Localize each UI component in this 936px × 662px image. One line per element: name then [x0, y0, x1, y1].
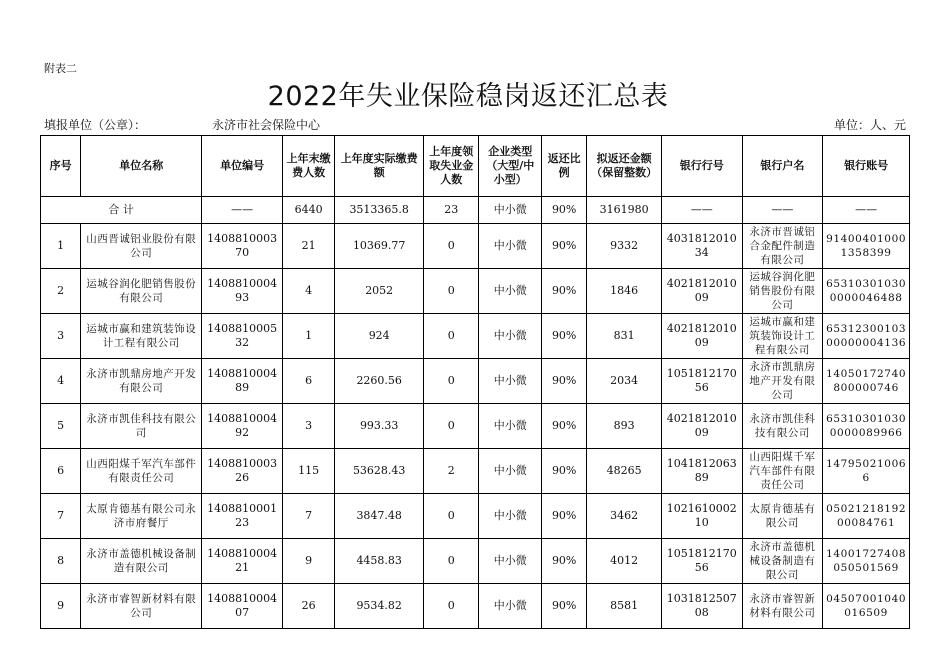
table-row	[41, 269, 910, 314]
cell-no: 2	[41, 269, 81, 314]
cell-refund-amount: 1846	[587, 269, 662, 314]
cell-paid-amount: 993.33	[335, 404, 424, 449]
cell-refund-amount: 48265	[587, 449, 662, 494]
cell-company-name: 运城市赢和建筑装饰设计工程有限公司	[81, 314, 202, 359]
summary-table	[40, 135, 910, 629]
table-row	[41, 224, 910, 269]
cell-unit-code: 140881000532	[202, 314, 283, 359]
total-refund: 3161980	[587, 197, 662, 224]
cell-employees: 26	[282, 584, 334, 629]
col-header-no: 序号	[41, 136, 81, 197]
cell-bank-code: 105181217056	[661, 359, 742, 404]
total-label: 合 计	[41, 197, 202, 224]
cell-bank-account-name: 运城谷润化肥销售股份有限公司	[742, 269, 823, 314]
cell-unemployed-count: 0	[424, 539, 479, 584]
reporting-unit-label: 填报单位（公章）：	[44, 118, 147, 132]
cell-no: 9	[41, 584, 81, 629]
cell-paid-amount: 2052	[335, 269, 424, 314]
cell-unemployed-count: 0	[424, 269, 479, 314]
cell-bank-account-number: 147950210066	[823, 449, 910, 494]
cell-employees: 9	[282, 539, 334, 584]
cell-enterprise-type: 中小微	[479, 359, 542, 404]
total-bank-name: ——	[742, 197, 823, 224]
cell-no: 8	[41, 539, 81, 584]
cell-bank-account-name: 运城市赢和建筑装饰设计工程有限公司	[742, 314, 823, 359]
col-header-refund: 拟返还金额（保留整数）	[587, 136, 662, 197]
table-row	[41, 449, 910, 494]
cell-refund-ratio: 90%	[541, 224, 586, 269]
cell-bank-account-name: 永济市晋诚铝合金配件制造有限公司	[742, 224, 823, 269]
cell-refund-ratio: 90%	[541, 539, 586, 584]
cell-bank-code: 103181250708	[661, 584, 742, 629]
cell-bank-code: 104181206389	[661, 449, 742, 494]
cell-bank-account-name: 山西阳煤千军汽车部件有限责任公司	[742, 449, 823, 494]
total-paid: 3513365.8	[335, 197, 424, 224]
cell-unemployed-count: 0	[424, 314, 479, 359]
total-type: 中小微	[479, 197, 542, 224]
cell-bank-account-name: 永济市凯佳科技有限公司	[742, 404, 823, 449]
cell-bank-code: 102161000210	[661, 494, 742, 539]
cell-refund-ratio: 90%	[541, 449, 586, 494]
page-title: 2022年失业保险稳岗返还汇总表	[267, 81, 669, 112]
total-unemployed: 23	[424, 197, 479, 224]
cell-company-name: 运城谷润化肥销售股份有限公司	[81, 269, 202, 314]
total-bank-code: ——	[661, 197, 742, 224]
cell-bank-account-number: 914004010001358399	[823, 224, 910, 269]
cell-enterprise-type: 中小微	[479, 314, 542, 359]
col-header-bank-code: 银行行号	[661, 136, 742, 197]
table-row	[41, 314, 910, 359]
cell-bank-account-number: 04507001040016509	[823, 584, 910, 629]
table-row	[41, 494, 910, 539]
cell-paid-amount: 53628.43	[335, 449, 424, 494]
cell-unit-code: 140881000492	[202, 404, 283, 449]
cell-no: 5	[41, 404, 81, 449]
cell-no: 7	[41, 494, 81, 539]
cell-employees: 1	[282, 314, 334, 359]
reporting-unit-name: 永济市社会保险中心	[212, 118, 321, 132]
cell-paid-amount: 9534.82	[335, 584, 424, 629]
cell-unemployed-count: 0	[424, 224, 479, 269]
cell-bank-code: 403181201034	[661, 224, 742, 269]
cell-no: 4	[41, 359, 81, 404]
unit-note: 单位：人、元	[833, 118, 906, 132]
total-unit-code: ——	[202, 197, 283, 224]
cell-refund-amount: 3462	[587, 494, 662, 539]
table-row	[41, 359, 910, 404]
cell-refund-ratio: 90%	[541, 404, 586, 449]
cell-paid-amount: 3847.48	[335, 494, 424, 539]
cell-bank-account-number: 0502121819200084761	[823, 494, 910, 539]
cell-employees: 3	[282, 404, 334, 449]
cell-unemployed-count: 0	[424, 404, 479, 449]
cell-bank-account-name: 永济市睿智新材料有限公司	[742, 584, 823, 629]
col-header-paid: 上年度实际缴费额	[335, 136, 424, 197]
cell-company-name: 永济市睿智新材料有限公司	[81, 584, 202, 629]
cell-bank-account-number: 653103010300000046488	[823, 269, 910, 314]
cell-paid-amount: 2260.56	[335, 359, 424, 404]
cell-unit-code: 140881000370	[202, 224, 283, 269]
cell-enterprise-type: 中小微	[479, 224, 542, 269]
cell-unit-code: 140881000493	[202, 269, 283, 314]
cell-refund-amount: 2034	[587, 359, 662, 404]
cell-employees: 21	[282, 224, 334, 269]
cell-unit-code: 140881000489	[202, 359, 283, 404]
col-header-employees: 上年末缴费人数	[282, 136, 334, 197]
col-header-type: 企业类型（大型/中小型）	[479, 136, 542, 197]
cell-bank-account-number: 14050172740800000746	[823, 359, 910, 404]
cell-no: 3	[41, 314, 81, 359]
cell-unemployed-count: 0	[424, 359, 479, 404]
cell-company-name: 永济市凯佳科技有限公司	[81, 404, 202, 449]
cell-no: 1	[41, 224, 81, 269]
cell-bank-code: 402181201009	[661, 314, 742, 359]
table-row	[41, 584, 910, 629]
cell-refund-amount: 831	[587, 314, 662, 359]
total-employees: 6440	[282, 197, 334, 224]
cell-refund-ratio: 90%	[541, 314, 586, 359]
cell-company-name: 永济市盖德机械设备制造有限公司	[81, 539, 202, 584]
cell-bank-account-name: 永济市盖德机械设备制造有限公司	[742, 539, 823, 584]
cell-bank-account-name: 永济市凯鼎房地产开发有限公司	[742, 359, 823, 404]
cell-enterprise-type: 中小微	[479, 494, 542, 539]
col-header-account: 银行账号	[823, 136, 910, 197]
cell-unemployed-count: 2	[424, 449, 479, 494]
cell-enterprise-type: 中小微	[479, 539, 542, 584]
cell-employees: 6	[282, 359, 334, 404]
cell-refund-ratio: 90%	[541, 359, 586, 404]
total-account: ——	[823, 197, 910, 224]
cell-unemployed-count: 0	[424, 494, 479, 539]
cell-employees: 7	[282, 494, 334, 539]
col-header-code: 单位编号	[202, 136, 283, 197]
cell-bank-account-number: 6531230010300000004136	[823, 314, 910, 359]
cell-company-name: 永济市凯鼎房地产开发有限公司	[81, 359, 202, 404]
cell-employees: 4	[282, 269, 334, 314]
cell-refund-ratio: 90%	[541, 494, 586, 539]
col-header-bank-name: 银行户名	[742, 136, 823, 197]
total-ratio: 90%	[541, 197, 586, 224]
cell-paid-amount: 924	[335, 314, 424, 359]
cell-enterprise-type: 中小微	[479, 404, 542, 449]
cell-no: 6	[41, 449, 81, 494]
cell-enterprise-type: 中小微	[479, 449, 542, 494]
cell-bank-code: 105181217056	[661, 539, 742, 584]
cell-refund-ratio: 90%	[541, 269, 586, 314]
total-row	[41, 197, 910, 224]
cell-refund-amount: 893	[587, 404, 662, 449]
attachment-label: 附表二	[44, 62, 77, 75]
cell-refund-amount: 4012	[587, 539, 662, 584]
cell-unit-code: 140881000123	[202, 494, 283, 539]
cell-bank-code: 402181201009	[661, 404, 742, 449]
cell-unit-code: 140881000407	[202, 584, 283, 629]
cell-company-name: 太原肯德基有限公司永济市府餐厅	[81, 494, 202, 539]
table-row	[41, 539, 910, 584]
cell-bank-code: 402181201009	[661, 269, 742, 314]
cell-unemployed-count: 0	[424, 584, 479, 629]
cell-unit-code: 140881000421	[202, 539, 283, 584]
col-header-ratio: 返还比例	[541, 136, 586, 197]
cell-bank-account-number: 653103010300000089966	[823, 404, 910, 449]
col-header-name: 单位名称	[81, 136, 202, 197]
table-header-row	[41, 136, 910, 197]
cell-employees: 115	[282, 449, 334, 494]
col-header-unemployed: 上年度领取失业金人数	[424, 136, 479, 197]
cell-bank-account-number: 14001727408050501569	[823, 539, 910, 584]
cell-company-name: 山西晋诚铝业股份有限公司	[81, 224, 202, 269]
cell-bank-account-name: 太原肯德基有限公司	[742, 494, 823, 539]
cell-enterprise-type: 中小微	[479, 269, 542, 314]
cell-company-name: 山西阳煤千军汽车部件有限责任公司	[81, 449, 202, 494]
cell-refund-ratio: 90%	[541, 584, 586, 629]
cell-paid-amount: 10369.77	[335, 224, 424, 269]
table-row	[41, 404, 910, 449]
cell-paid-amount: 4458.83	[335, 539, 424, 584]
cell-unit-code: 140881000326	[202, 449, 283, 494]
cell-refund-amount: 9332	[587, 224, 662, 269]
cell-refund-amount: 8581	[587, 584, 662, 629]
cell-enterprise-type: 中小微	[479, 584, 542, 629]
